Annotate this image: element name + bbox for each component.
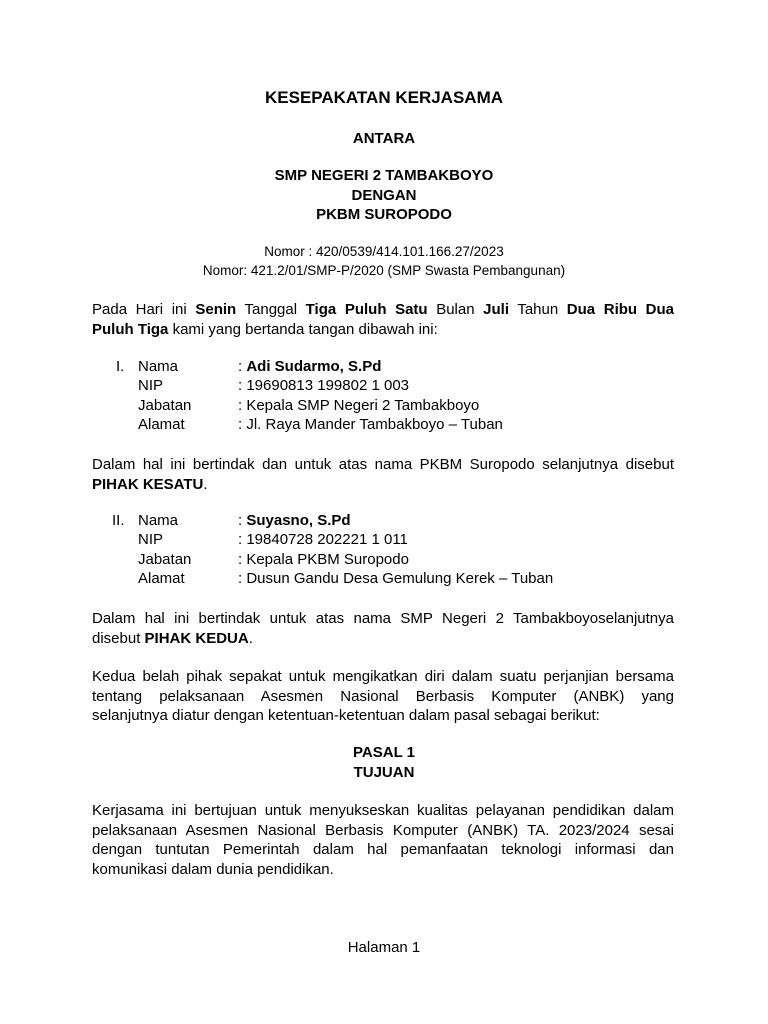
field-value: : Adi Sudarmo, S.Pd: [238, 358, 382, 375]
intro-bulan: Juli: [483, 301, 509, 318]
intro-paragraph: [92, 300, 674, 339]
field-label: Jabatan: [138, 551, 192, 568]
intro-text: Pada Hari ini: [92, 301, 196, 318]
intro-tanggal: Tiga Puluh Satu: [305, 301, 428, 318]
party2-heading: PKBM SUROPODO: [316, 206, 452, 223]
field-value: : Kepala PKBM Suropodo: [238, 551, 409, 568]
paragraph-line: selanjutnya diatur dengan ketentuan-ketentuan dalam pasal sebagai berikut:: [92, 707, 600, 724]
pihak-kesatu-label: PIHAK KESATU: [92, 475, 204, 493]
field-label: Nama: [138, 512, 179, 529]
field-value: : Dusun Gandu Desa Gemulung Kerek – Tuban: [238, 570, 554, 587]
antara-heading: ANTARA: [352, 130, 416, 147]
paragraph-line: Dalam hal ini bertindak untuk atas nama SMP Negeri 2 Tambakboyoselanjutnya: [92, 610, 674, 627]
dengan-heading: DENGAN: [351, 187, 417, 204]
intro-text: Tahun: [509, 301, 567, 318]
paragraph-line: tentang pelaksanaan Asesmen Nasional Berbasis Komputer (ANBK) yang: [92, 687, 674, 705]
paragraph-line: dengan tuntutan Pemerintah dalam hal pemanfaatan teknologi informasi dan: [92, 841, 674, 858]
intro-tahun: Dua Ribu Dua: [566, 301, 674, 318]
field-value: : Suyasno, S.Pd: [238, 512, 351, 529]
pihak1-number: I.: [116, 358, 125, 375]
pasal1-paragraph: [92, 801, 674, 879]
intro-tahun: Puluh Tiga: [92, 320, 169, 338]
field-label: Alamat: [138, 570, 185, 587]
paragraph-line: Kedua belah pihak sepakat untuk mengikatkan diri dalam suatu perjanjian bersama: [92, 668, 674, 685]
pihak1-name: Adi Sudarmo, S.Pd: [246, 358, 382, 375]
pihak2-name: Suyasno, S.Pd: [246, 512, 351, 529]
paragraph-line: Kerjasama ini bertujuan untuk menyukseskan kualitas pelayanan pendidikan dalam: [92, 802, 674, 819]
document-title: KESEPAKATAN KERJASAMA: [264, 88, 504, 107]
paragraph-line: pelaksanaan Asesmen Nasional Berbasis Komputer (ANBK) TA. 2023/2024 sesai: [92, 821, 674, 839]
pasal-heading: PASAL 1: [353, 744, 415, 761]
pihak-kedua-label: PIHAK KEDUA: [144, 629, 249, 647]
intro-text: Tanggal: [236, 301, 306, 318]
field-label: NIP: [138, 377, 164, 394]
pihak2-description: Dalam hal ini bertindak untuk atas nama SMP Negeri 2 Tambakboyoselanjutnya disebut PIHAK KEDUA.: [92, 610, 674, 647]
field-label: NIP: [138, 531, 164, 548]
field-value: : 19840728 202221 1 011: [238, 531, 408, 548]
pihak1-description: Dalam hal ini bertindak dan untuk atas nama PKBM Suropodo selanjutnya disebut PIHAK KESATU.: [92, 456, 674, 493]
nomor-line-2: Nomor: 421.2/01/SMP-P/2020 (SMP Swasta Pembangunan): [202, 263, 566, 278]
intro-hari: Senin: [195, 301, 237, 318]
field-label: Jabatan: [138, 397, 192, 414]
field-label: Alamat: [138, 416, 185, 433]
page-number: Halaman 1: [347, 939, 421, 956]
party1-heading: SMP NEGERI 2 TAMBAKBOYO: [274, 167, 494, 184]
pasal-subheading: TUJUAN: [353, 764, 415, 781]
field-value: : Kepala SMP Negeri 2 Tambakboyo: [238, 397, 480, 414]
field-value: : Jl. Raya Mander Tambakboyo – Tuban: [238, 416, 503, 433]
paragraph-line: komunikasi dalam dunia pendidikan.: [92, 860, 334, 878]
intro-text: kami yang bertanda tangan dibawah ini:: [168, 320, 438, 338]
field-label: Nama: [138, 358, 179, 375]
field-value: : 19690813 199802 1 003: [238, 377, 409, 394]
paragraph-line: Dalam hal ini bertindak dan untuk atas nama PKBM Suropodo selanjutnya disebut: [92, 456, 674, 473]
nomor-line-1: Nomor : 420/0539/414.101.166.27/2023: [264, 244, 504, 259]
agreement-paragraph: [92, 667, 674, 726]
pihak2-number: II.: [112, 512, 125, 529]
intro-text: Bulan: [427, 301, 484, 318]
